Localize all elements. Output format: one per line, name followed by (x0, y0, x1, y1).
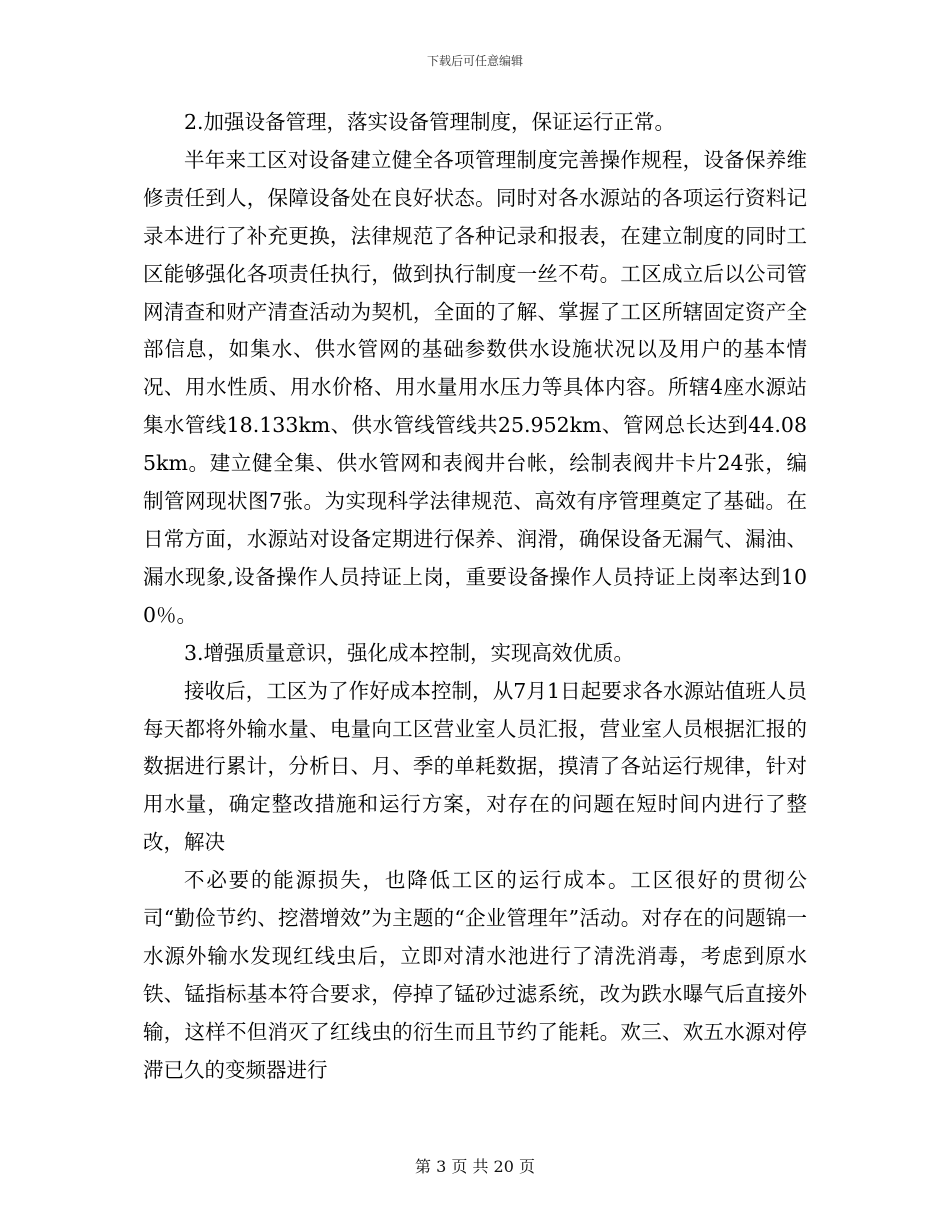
paragraph-equipment-management: 半年来工区对设备建立健全各项管理制度完善操作规程，设备保养维修责任到人，保障设备处在良好状态。同时对各水源站的各项运行资料记录本进行了补充更换，法律规范了各种记录和报表，在建立制度的同时工区能够强化各项责任执行，做到执行制度一丝不苟。工区成立后以公司管网清查和财产清查活动为契机，全面的了解、掌握了工区所辖固定资产全部信息，如集水、供水管网的基础参数供水设施状况以及用户的基本情况、用水性质、用水价格、用水量用水压力等具体内容。所辖4座水源站集水管线18.133km、供水管线管线共25.952km、管网总长达到44.085km。建立健全集、供水管网和表阀井台帐，绘制表阀井卡片24张，编制管网现状图7张。为实现科学法律规范、高效有序管理奠定了基础。在日常方面，水源站对设备定期进行保养、润滑，确保设备无漏气、漏油、漏水现象,设备操作人员持证上岗，重要设备操作人员持证上岗率达到100％。 (143, 147, 807, 627)
paragraph-heading-3: 3.增强质量意识，强化成本控制，实现高效优质。 (184, 640, 635, 665)
paragraph-energy-loss: 不必要的能源损失，也降低工区的运行成本。工区很好的贯彻公司“勤俭节约、挖潜增效”为主题的“企业管理年”活动。对存在的问题锦一水源外输水发现红线虫后，立即对清水池进行了清洗消毒，考虑到原水铁、锰指标基本符合要求，停掉了锰砂过滤系统，改为跌水曝气后直接外输，这样不但消灭了红线虫的衍生而且节约了能耗。欢三、欢五水源对停滞已久的变频器进行 (143, 868, 807, 1082)
paragraph-heading-2: 2.加强设备管理，落实设备管理制度，保证运行正常。 (184, 110, 676, 134)
page-header: 下载后可任意编辑 (426, 54, 523, 68)
page-number-footer: 第 3 页 共 20 页 (415, 1157, 535, 1176)
paragraph-cost-control: 接收后，工区为了作好成本控制，从7月1日起要求各水源站值班人员每天都将外输水量、电量向工区营业室人员汇报，营业室人员根据汇报的数据进行累计，分析日、月、季的单耗数据，摸清了各站运行规律，针对用水量，确定整改措施和运行方案，对存在的问题在短时间内进行了整改，解决 (143, 678, 807, 855)
document-body (143, 104, 807, 1090)
